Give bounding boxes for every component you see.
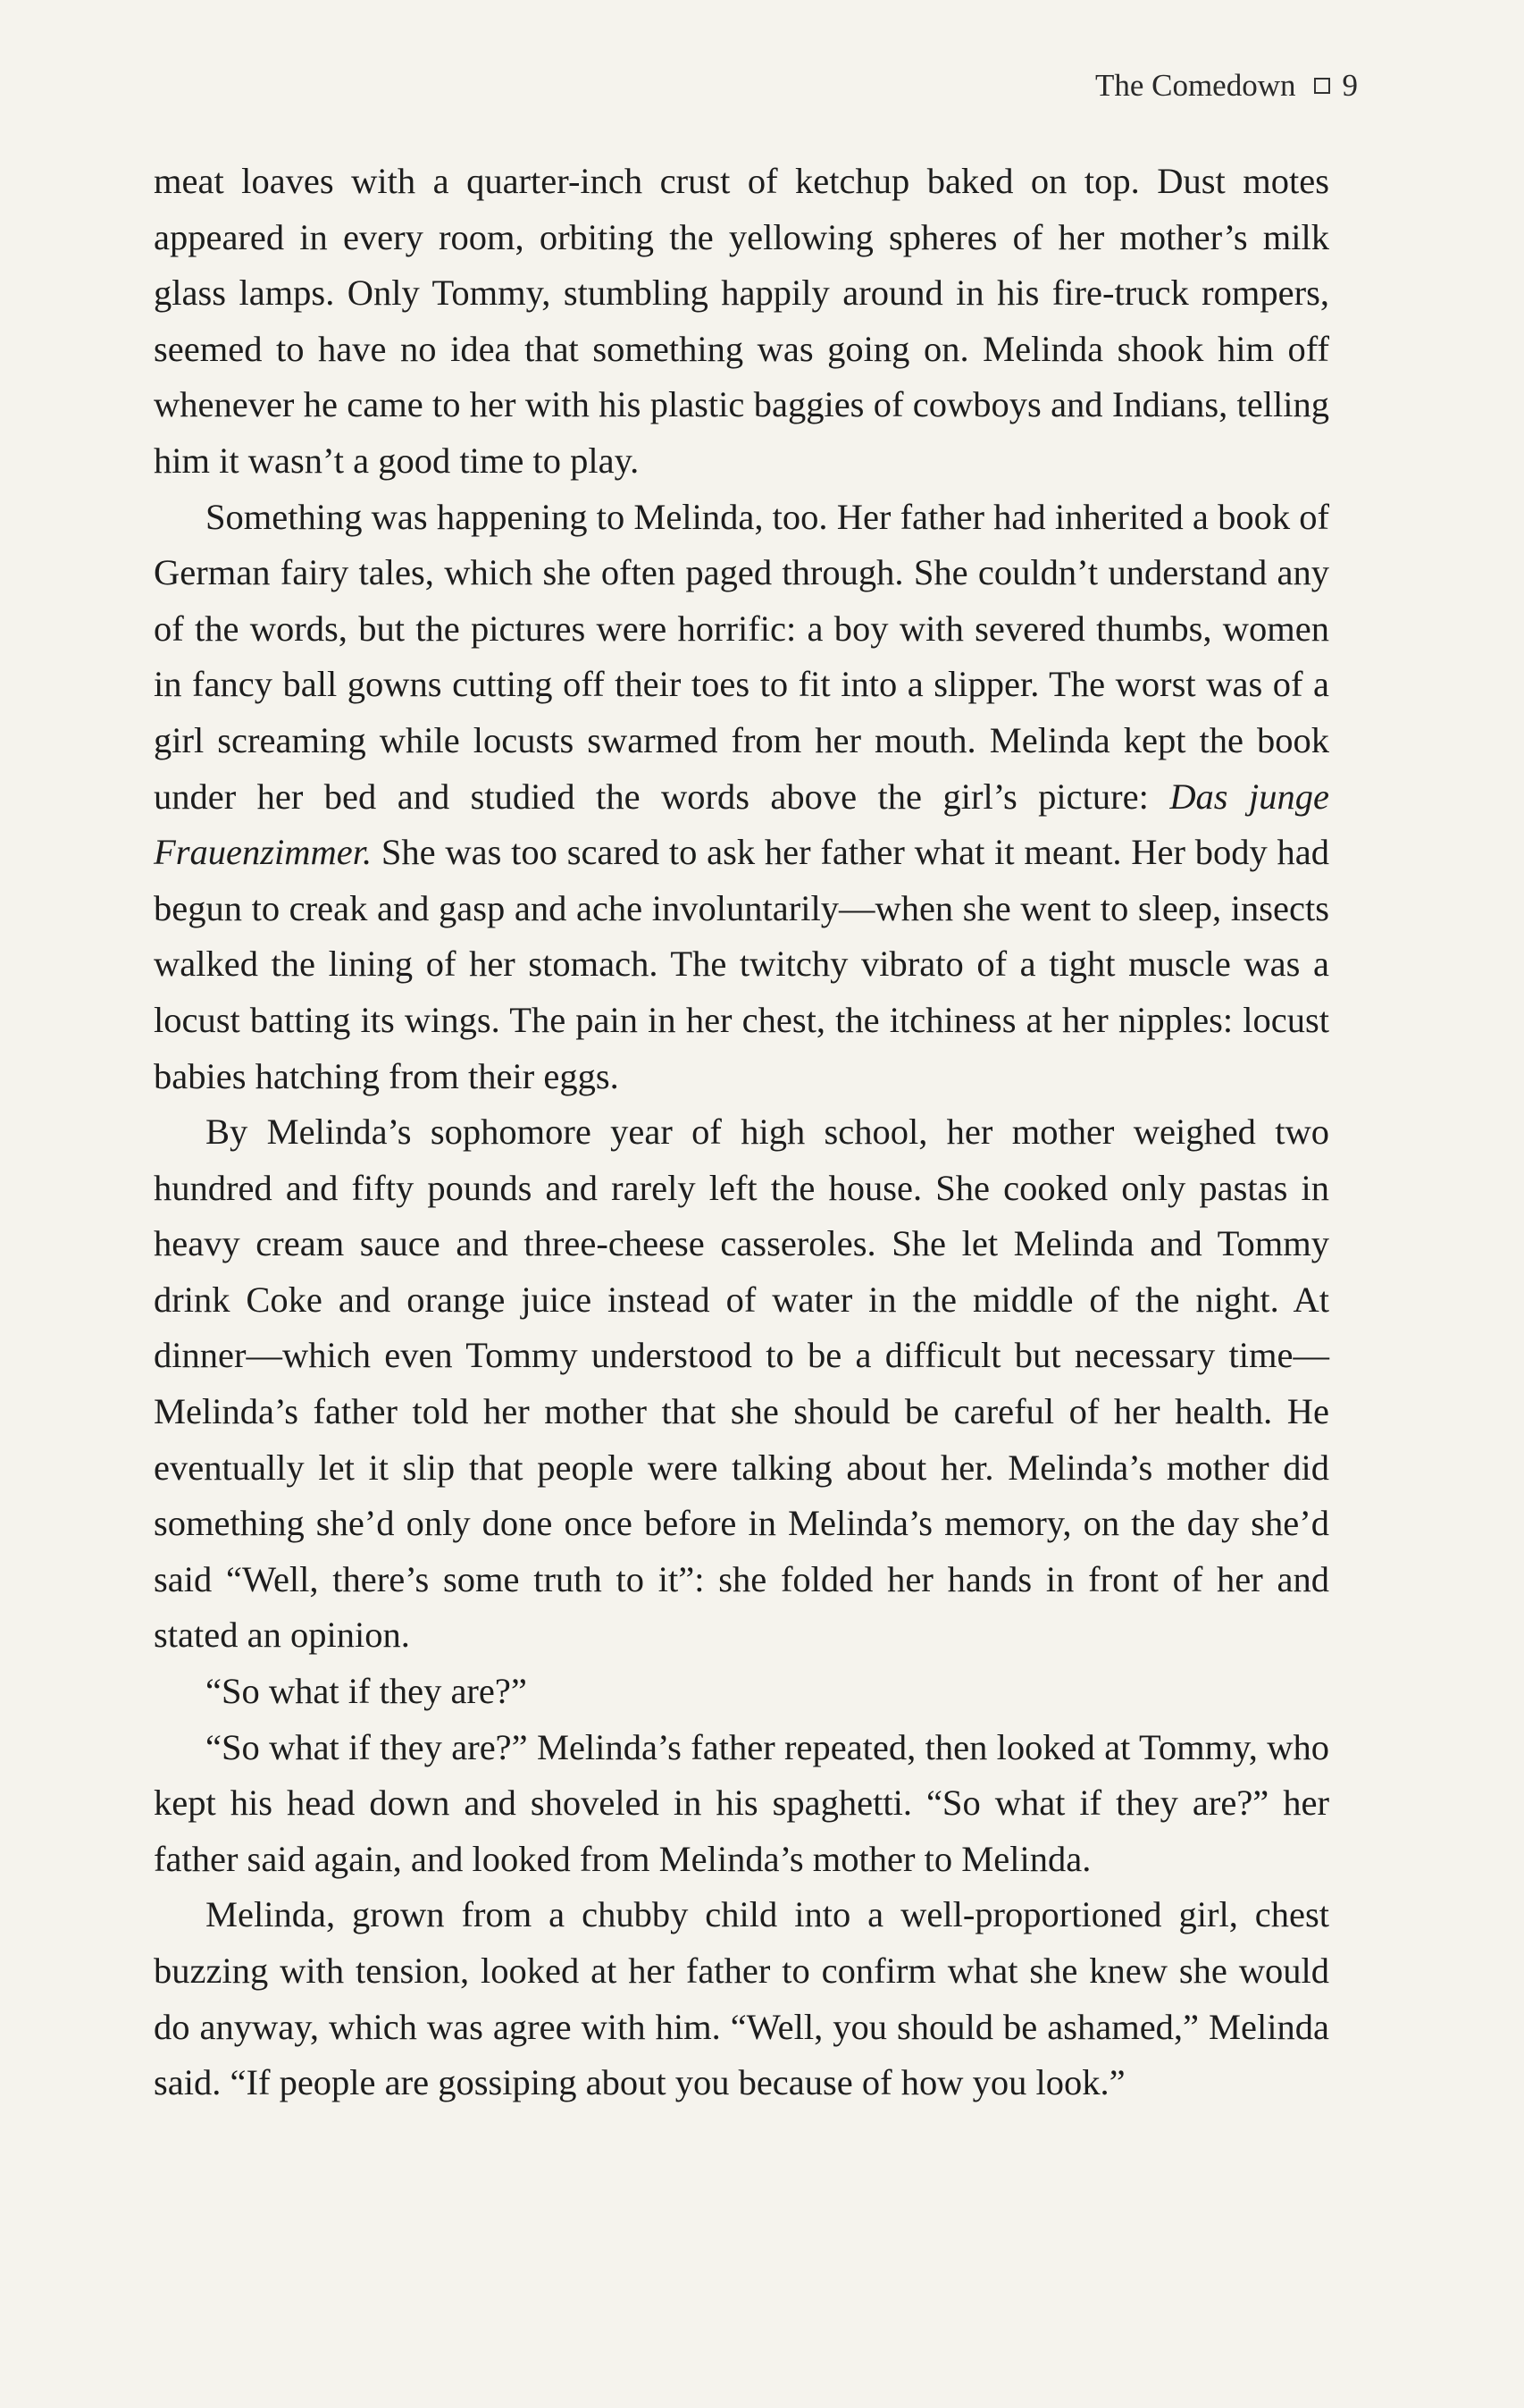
paragraph-1: meat loaves with a quarter-inch crust of ketchup baked on top. Dust motes appeared in every room, orbiting the yellowing spheres of her mother’s milk glass lamps. Only Tommy, stumbling happily around in his fire-truck rompers, seemed to have no idea that something was going on. Melinda shook him off whenever he came to her with his plastic baggies of cowboys and Indians, telling him it wasn’t a good time to play. <box>154 161 1329 481</box>
page-number: 9 <box>1342 68 1358 103</box>
running-head <box>1095 68 1358 104</box>
running-title: The Comedown <box>1094 68 1296 103</box>
paragraph-5: “So what if they are?” Melinda’s father repeated, then looked at Tommy, who kept his head down and shoveled in his spaghetti. “So what if they are?” her father said again, and looked from Melinda’s mother to Melinda. <box>154 1726 1329 1879</box>
separator-square-icon <box>1314 78 1330 94</box>
paragraph-3: By Melinda’s sophomore year of high school, her mother weighed two hundred and fifty pounds and rarely left the house. She cooked only pastas in heavy cream sauce and three-cheese casseroles. She let Melinda and Tommy drink Coke and orange juice instead of water in the middle of the night. At dinner—which even Tommy understood to be a difficult but necessary time—Melinda’s father told her mother that she should be careful of her health. He eventually let it slip that people were talking about her. Melinda’s mother did something she’d only done once before in Melinda’s memory, on the day she’d said “Well, there’s some truth to it”: she folded her hands in front of her and stated an opinion. <box>154 1112 1329 1656</box>
body-text <box>154 154 1329 2111</box>
paragraph-6: Melinda, grown from a chubby child into a well-proportioned girl, chest buzzing with tension, looked at her father to confirm what she knew she would do anyway, which was agree with him. “Well, you should be ashamed,” Melinda said. “If people are gossiping about you because of how you look.” <box>154 1894 1329 2103</box>
paragraph-2-part-1: Something was happening to Melinda, too. Her father had inherited a book of German fairy tales, which she often paged through. She couldn’t understand any of the words, but the pictures were horrific: a boy with severed thumbs, women in fancy ball gowns cutting off their toes to fit into a slipper. The worst was of a girl screaming while locusts swarmed from her mouth. Melinda kept the book under her bed and studied the words above the girl’s picture: <box>154 496 1329 817</box>
paragraph-2-part-2: She was too scared to ask her father what it meant. Her body had begun to creak and gasp and ache involuntarily—when she went to sleep, insects walked the lining of her stomach. The twitchy vibrato of a tight muscle was a locust batting its wings. The pain in her chest, the itchiness at her nipples: locust babies hatching from their eggs. <box>154 832 1329 1096</box>
book-title-italic: Das junge Frauenzimmer. <box>154 776 1329 873</box>
paragraph-4: “So what if they are?” <box>205 1671 527 1712</box>
paragraph-2 <box>154 490 1329 1105</box>
